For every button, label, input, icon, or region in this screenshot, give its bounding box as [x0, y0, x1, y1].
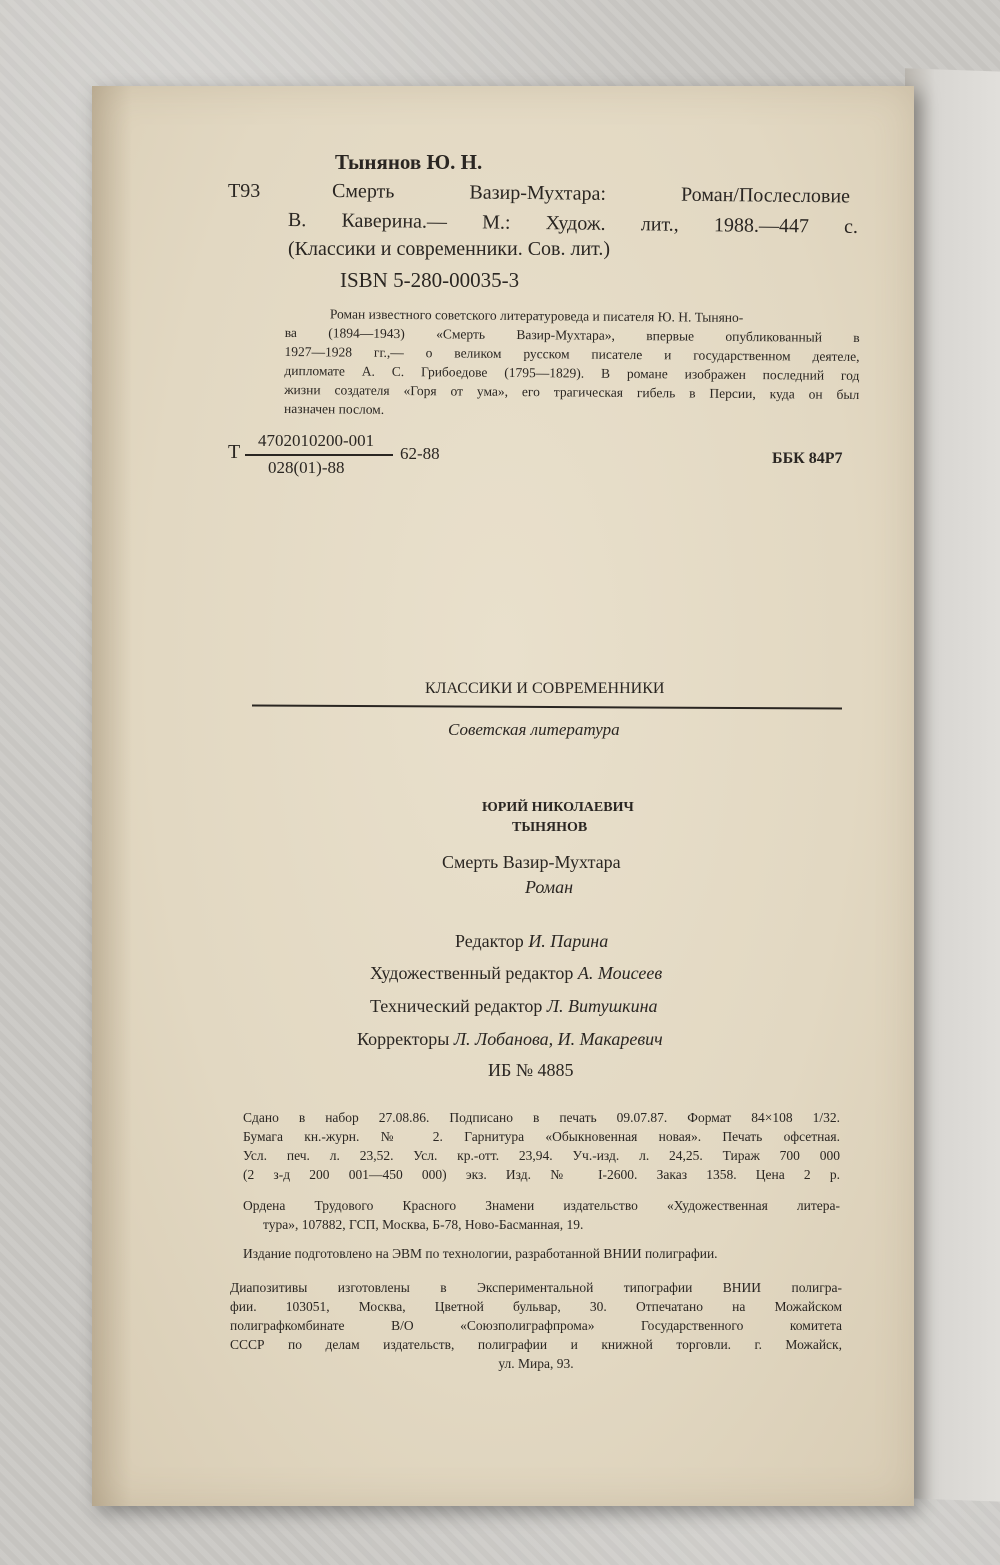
abstract-line-4: дипломате А. С. Грибоедове (1795—1829). В романе изображен последний год [284, 362, 860, 384]
publisher-line-1: Ордена Трудового Красного Знамени издательство «Художественная литера- [243, 1198, 840, 1213]
index-numerator: 4702010200-001 [258, 431, 375, 450]
publisher-line-2: тура», 107882, ГСП, Москва, Б-78, Ново-Басманная, 19. [263, 1217, 584, 1232]
index-suffix: 62-88 [400, 444, 440, 463]
book-genre: Роман [525, 877, 574, 897]
back-pages [905, 68, 1000, 1501]
imprint-line-1: Сдано в набор 27.08.86. Подписано в печать 09.07.87. Формат 84×108 1/32. [243, 1110, 840, 1125]
printing-block [230, 1278, 842, 1373]
credit-editor-name: И. Парина [528, 931, 609, 951]
printing-line-1: Диапозитивы изготовлены в Экспериментальной типографии ВНИИ полигра- [230, 1280, 842, 1295]
credit-art-editor [370, 963, 662, 984]
credit-correctors-role: Корректоры [357, 1029, 450, 1049]
imprint-line-2: Бумага кн.-журн. № 2. Гарнитура «Обыкновенная новая». Печать офсетная. [243, 1129, 840, 1144]
credit-art-editor-role: Художественный редактор [370, 963, 574, 983]
bbk-code: ББК 84Р7 [772, 450, 843, 467]
abstract-block [284, 304, 860, 423]
catalog-code: Т93 [228, 180, 261, 202]
abstract-line-2: ва (1894—1943) «Смерть Вазир-Мухтара», впервые опубликованный в [284, 324, 860, 346]
ib-number: ИБ № 4885 [488, 1060, 574, 1080]
imprint-line-3: Усл. печ. л. 23,52. Усл. кр.-отт. 23,94. Уч.-изд. л. 24,25. Тираж 700 000 [243, 1148, 840, 1163]
catalog-line-3: (Классики и современники. Сов. лит.) [288, 238, 611, 260]
catalog-author: Тынянов Ю. Н. [335, 150, 483, 174]
abstract-line-3: 1927—1928 гг.,— о великом русском писателе и государственном деятеле, [284, 343, 860, 365]
catalog-line-1: Смерть Вазир-Мухтара: Роман/Послесловие [331, 180, 851, 208]
catalog-isbn: ISBN 5-280-00035-3 [340, 268, 520, 292]
imprint-block [243, 1108, 840, 1184]
credit-tech-editor [370, 996, 658, 1017]
book-title: Смерть Вазир-Мухтара [442, 852, 621, 872]
index-letter: Т [228, 441, 241, 463]
printing-line-5: ул. Мира, 93. [498, 1356, 574, 1371]
catalog-line-2: В. Каверина.— М.: Худож. лит., 1988.—447 с. [287, 209, 859, 238]
credit-editor [455, 931, 608, 952]
printing-line-2: фии. 103051, Москва, Цветной бульвар, 30. Отпечатано на Можайском [230, 1299, 842, 1314]
credit-editor-role: Редактор [455, 931, 524, 951]
imprint-line-4: (2 з-д 200 001—450 000) экз. Изд. № I-2600. Заказ 1358. Цена 2 р. [243, 1167, 840, 1182]
abstract-line-5: жизни создателя «Горя от ума», его трагическая гибель в Персии, куда он был [284, 381, 860, 403]
printing-line-4: СССР по делам издательств, полиграфии и книжной торговли. г. Можайск, [230, 1337, 842, 1352]
book-author-surname: ТЫНЯНОВ [512, 820, 588, 835]
credit-tech-editor-role: Технический редактор [370, 996, 543, 1016]
publisher-block [243, 1196, 840, 1234]
spine-shadow [92, 86, 132, 1506]
series-subtitle: Советская литература [448, 720, 620, 739]
prepared-note: Издание подготовлено на ЭВМ по технологии, разработанной ВНИИ полиграфии. [243, 1246, 718, 1261]
abstract-line-1: Роман известного советского литературоведа и писателя Ю. Н. Тыняно- [329, 306, 744, 325]
abstract-line-6: назначен послом. [284, 400, 385, 417]
credit-correctors-name: Л. Лобанова, И. Макаревич [453, 1029, 663, 1049]
index-denominator: 028(01)-88 [268, 458, 345, 477]
book-author-name: ЮРИЙ НИКОЛАЕВИЧ [482, 800, 634, 815]
credit-correctors [357, 1029, 663, 1050]
index-fraction-line [245, 454, 393, 456]
series-title: КЛАССИКИ И СОВРЕМЕННИКИ [425, 680, 665, 697]
printing-line-3: полиграфкомбинате В/О «Союзполиграфпрома» Государственного комитета [230, 1318, 842, 1333]
credit-art-editor-name: А. Моисеев [577, 963, 663, 983]
credit-tech-editor-name: Л. Витушкина [546, 996, 658, 1016]
